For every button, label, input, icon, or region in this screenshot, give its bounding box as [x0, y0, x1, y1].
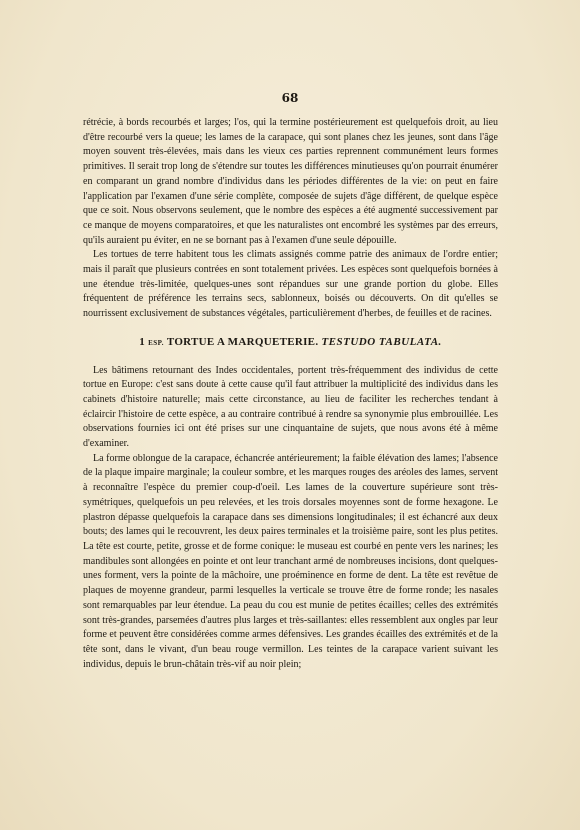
page-number: 68 — [281, 91, 299, 105]
species-heading — [83, 335, 498, 351]
species-number: 1 — [139, 335, 145, 348]
paragraph-specimens: Les bâtimens retournant des Indes occidentales, portent très-fréquemment des individus de cette tortue en Europe: c'est sans doute à cette cause qu'il faut attribuer la multiplicité des individus dans les cabinets d'histoire naturelle; mais cette circonstance, au lieu de faciliter les recherches tendant à éclaircir l'histoire de cette espèce, a au contraire contribué à rendre sa synonymie plus embrouillée. Les observations fournies ici ont été prises sur une cinquantaine de sujets, que nous avons été à même d'examiner. — [83, 364, 498, 450]
paragraph-habitat: Les tortues de terre habitent tous les climats assignés comme patrie des animaux de l'ordre entier; mais il paraît que plusieurs contrées en sont totalement privées. Les espèces sont quelquefois bornées à une étendue très-limitée, quelques-unes sont répandues sur une grande portion du globe. Elles fréquentent de préférence les terrains secs, sablonneux, boisés ou découverts. On dit qu'elles se nourrissent exclusivement de substances végétales, particulièrement d'herbes, de feuilles et de racines. — [83, 249, 498, 320]
species-common-name: TORTUE A MARQUETERIE. — [166, 335, 319, 348]
paragraph-description: La forme oblongue de la carapace, échancrée antérieurement; la faible élévation des lames; l'absence de la plaque impaire marginale; la couleur sombre, et les marques rouges des aréoles des lames, servent à reconnaître l'espèce du premier coup-d'oeil. Les lames de la couverture supérieure sont très-symétriques, quelquefois un peu relevées, et les trois dorsales moyennes sont de forme hexagone. Le plastron dépasse quelquefois la carapace dans ses dimensions longitudinales; il est échancré aux deux bouts; des lames qui le recouvrent, les deux paires terminales et la troisième paire, sont les plus petites. La tête est courte, petite, grosse et de forme conique: le museau est courbé en pente vers les narines; les mandibules sont allongées en pointe et ont leur tranchant armé de nombreuses incisions, dont quelques-unes forment, vers la pointe de la mâchoire, une proéminence en forme de dent. La tête est revêtue de plaques de moyenne grandeur, parmi lesquelles la verticale se trouve être de forme ronde; les nasales sont remarquables par leur étendue. La peau du cou est munie de petites écailles; celles des extrémités sont très-grandes, parsemées d'autres plus larges et très-saillantes: elles ressemblent aux ongles par leur forme et peuvent être considérées comme armes défensives. Les grandes écailles des extrémités et de la tête sont, dans le vivant, d'un beau rouge vermillon. Les teintes de la carapace varient suivant les individus, depuis le brun-châtain très-vif au noir plein; — [83, 452, 498, 670]
body-text — [83, 116, 498, 672]
paragraph-intro-continued: rétrécie, à bords recourbés et larges; l'os, qui la termine postérieurement est quelquefois droit, au lieu d'être recourbé vers la queue; les lames de la carapace, qui sont planes chez les jeunes, sont dans l'âge moyen souvent très-élevées, mais dans les vieux ces parties reprennent communément leurs formes primitives. Il serait trop long de s'étendre sur toutes les différences minutieuses qu'on pourrait énumérer en comparant un grand nombre d'individus dans les périodes différentes de la vie: on peut en faire l'application par l'examen d'une série complète, composée de sujets d'âge différent, de quelque espèce que ce soit. Nous observons seulement, que le nombre des espèces a été augmenté successivement par ce manque de moyens comparatoires, et que les naturalistes ont encombré les systèmes par des erreurs, qu'ils auraient pu éviter, en ne se bornant pas à l'examen d'une seule dépouille. — [83, 117, 498, 246]
species-abbrev: ESP. — [148, 338, 165, 347]
species-latin-name: TESTUDO TABULATA. — [321, 335, 442, 348]
